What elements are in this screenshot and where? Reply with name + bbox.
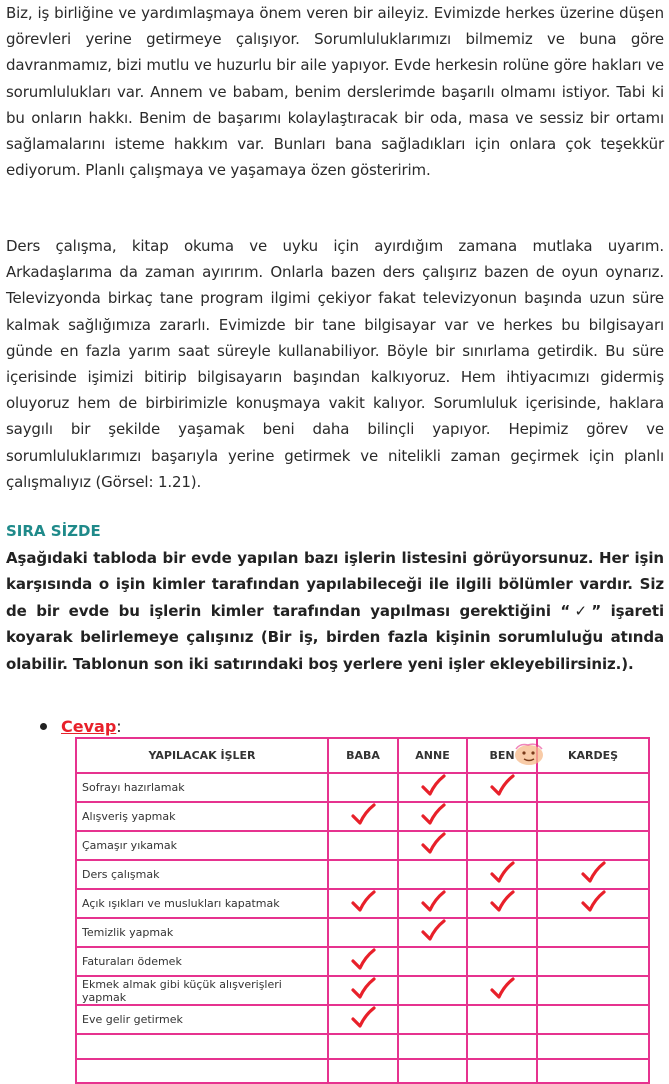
task-name: Ders çalışmak (76, 860, 328, 889)
check-icon (420, 803, 446, 827)
header-anne: ANNE (398, 738, 467, 773)
header-tasks: YAPILACAK İŞLER (76, 738, 328, 773)
check-cell (328, 889, 398, 918)
table-row (76, 918, 649, 947)
check-cell (537, 1034, 649, 1059)
check-cell (328, 947, 398, 976)
check-cell (537, 773, 649, 802)
table-row (76, 860, 649, 889)
check-icon (350, 890, 376, 914)
task-name (76, 1059, 328, 1084)
task-name: Çamaşır yıkamak (76, 831, 328, 860)
table-row (76, 889, 649, 918)
table-row (76, 947, 649, 976)
check-icon (420, 774, 446, 798)
task-name: Alışveriş yapmak (76, 802, 328, 831)
paragraph-2: Ders çalışma, kitap okuma ve uyku için ayırdığım zamana mutlaka uyarım. Arkadaşlarıma da zaman ayırırım. Onlarla bazen ders çalışırız bazen de oyun oynarız. Televizyonda birkaç tane program ilgimi çekiyor fakat televizyonun başında uzun süre kalmak sağlığımıza zararlı. Evimizde bir tane bilgisayar var ve herkes bu bilgisayarı günde en fazla yarım saat süreyle kullanabiliyor. Böyle bir sınırlama getirdik. Bu süre içerisinde işimizi bitirip bilgisayarın başından kalkıyoruz. Hem ihtiyacımızı gidermiş oluyoruz hem de birbirimizle konuşmaya vakit kalıyor. Sorumluluk içerisinde, haklara saygılı bir şekilde yaşamak beni daha bilinçli yapıyor. Hepimiz görev ve sorumluluklarımızı başarıyla yerine getirmek ve nitelikli zaman geçirmek için planlı çalışmalıyız (Görsel: 1.21). (6, 237, 664, 491)
check-cell (467, 831, 537, 860)
check-icon (350, 977, 376, 1001)
check-icon (489, 977, 515, 1001)
check-cell (398, 1005, 467, 1034)
header-kardes: KARDEŞ (537, 738, 649, 773)
check-cell (328, 918, 398, 947)
check-cell (467, 918, 537, 947)
check-cell (328, 1005, 398, 1034)
check-icon (580, 890, 606, 914)
header-baba: BABA (328, 738, 398, 773)
check-icon (350, 1006, 376, 1030)
check-cell (537, 947, 649, 976)
section-title: SIRA SİZDE (6, 522, 101, 540)
check-cell (398, 1059, 467, 1084)
check-icon (489, 890, 515, 914)
check-cell (467, 860, 537, 889)
paragraph-1: Biz, iş birliğine ve yardımlaşmaya önem veren bir aileyiz. Evimizde herkes üzerine düşen görevleri yerine getirmeye çalışıyor. Sorumluluklarımızı bilmemiz ve buna göre davranmamız, bizi mutlu ve huzurlu bir aile yapıyor. Evde herkesin rolüne göre hakları ve sorumlulukları var. Annem ve babam, benim derslerimde başarılı olmamı istiyor. Tabi ki bu onların hakkı. Benim de başarımı kolaylaştıracak bir oda, masa ve sessiz bir ortamı sağlamalarını isteme hakkım var. Bunları bana sağladıkları için onlara çok teşekkür ediyorum. Planlı çalışmaya ve yaşamaya özen gösteririm. (6, 4, 664, 180)
check-cell (537, 976, 649, 1005)
check-cell (398, 831, 467, 860)
check-icon (420, 919, 446, 943)
check-cell (398, 860, 467, 889)
task-name: Açık ışıkları ve muslukları kapatmak (76, 889, 328, 918)
check-cell (537, 889, 649, 918)
check-icon (489, 861, 515, 885)
table-row (76, 1034, 649, 1059)
check-cell (398, 889, 467, 918)
check-cell (467, 976, 537, 1005)
check-cell (328, 860, 398, 889)
table-row (76, 831, 649, 860)
task-name: Faturaları ödemek (76, 947, 328, 976)
check-cell (537, 918, 649, 947)
check-cell (398, 947, 467, 976)
check-cell (398, 802, 467, 831)
table-header-row (76, 738, 649, 773)
check-cell (537, 1005, 649, 1034)
table-row (76, 1059, 649, 1084)
task-instructions: Aşağıdaki tabloda bir evde yapılan bazı işlerin listesini görüyorsunuz. Her işin karşısında o işin kimler tarafından yapılabileceği ile ilgili bölümler vardır. Siz de bir evde bu işlerin kimler tarafından yapılması gerektiğini “✓” işareti koyarak belirlemeye çalışınız (Bir iş, birden fazla kişinin sorumluluğu atında olabilir. Tablonun son iki satırındaki boş yerlere yeni işler ekleyebilirsiniz.). (6, 549, 664, 673)
table-row (76, 773, 649, 802)
task-name: Ekmek almak gibi küçük alışverişleri yapmak (76, 976, 328, 1005)
table-row (76, 1005, 649, 1034)
check-cell (467, 802, 537, 831)
answer-label: Cevap (61, 717, 117, 736)
check-icon (420, 890, 446, 914)
check-cell (328, 802, 398, 831)
check-cell (328, 1034, 398, 1059)
table-row (76, 802, 649, 831)
check-icon (420, 832, 446, 856)
check-cell (467, 1005, 537, 1034)
task-name: Temizlik yapmak (76, 918, 328, 947)
check-cell (537, 1059, 649, 1084)
check-icon (489, 774, 515, 798)
check-cell (328, 976, 398, 1005)
table-row (76, 976, 649, 1005)
check-cell (537, 860, 649, 889)
check-cell (467, 773, 537, 802)
check-cell (398, 1034, 467, 1059)
check-cell (398, 976, 467, 1005)
check-cell (467, 947, 537, 976)
check-cell (398, 773, 467, 802)
check-cell (537, 802, 649, 831)
check-icon (350, 948, 376, 972)
task-name (76, 1034, 328, 1059)
check-cell (537, 831, 649, 860)
check-cell (328, 773, 398, 802)
answer-colon: : (116, 717, 122, 736)
task-name: Eve gelir getirmek (76, 1005, 328, 1034)
check-cell (328, 1059, 398, 1084)
check-icon (350, 803, 376, 827)
task-name: Sofrayı hazırlamak (76, 773, 328, 802)
check-cell (467, 1059, 537, 1084)
header-ben: BEN (467, 738, 537, 773)
tasks-table (75, 737, 650, 1084)
check-cell (328, 831, 398, 860)
check-icon (580, 861, 606, 885)
check-cell (467, 889, 537, 918)
check-cell (398, 918, 467, 947)
check-cell (467, 1034, 537, 1059)
bullet-icon (40, 723, 47, 730)
answer-row (40, 717, 122, 736)
